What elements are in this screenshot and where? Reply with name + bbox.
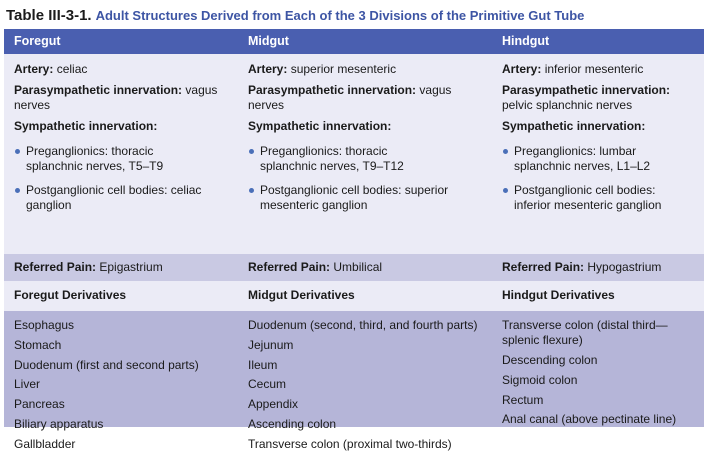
artery-text: Artery: celiac: [14, 62, 88, 76]
list-item: Ileum: [248, 357, 278, 372]
sympathetic-label: Sympathetic innervation:: [502, 119, 646, 133]
sympathetic-label: Sympathetic innervation:: [248, 119, 392, 133]
referred-pain-hindgut: Referred Pain: Hypogastrium: [492, 254, 704, 281]
derivatives-list-midgut: [238, 311, 492, 451]
list-item: Ascending colon: [248, 416, 337, 431]
parasympathetic-text: Parasympathetic innervation: pelvic splanchnic nerves: [502, 83, 671, 112]
list-item: Liver: [14, 377, 41, 392]
gut-divisions-table: [4, 29, 704, 451]
artery-text: Artery: inferior mesenteric: [502, 62, 644, 76]
list-item: Anal canal (above pectinate line): [502, 412, 677, 427]
list-item: Jejunum: [248, 337, 294, 352]
table-title: [6, 6, 584, 26]
list-item: Appendix: [248, 397, 299, 412]
list-item: Stomach: [14, 337, 62, 352]
header-hindgut: Hindgut: [492, 29, 704, 54]
list-item: Transverse colon (proximal two-thirds): [248, 436, 452, 451]
list-item: Duodenum (first and second parts): [14, 357, 199, 372]
parasympathetic-text: Parasympathetic innervation: vagus nerves: [14, 83, 218, 112]
list-item: Esophagus: [14, 318, 75, 332]
list-item: Cecum: [248, 377, 287, 392]
list-item: Pancreas: [14, 397, 65, 412]
artery-text: Artery: superior mesenteric: [248, 62, 397, 76]
list-item: Rectum: [502, 392, 544, 407]
postganglionic-item: Postganglionic cell bodies: celiac ganglion: [14, 183, 232, 213]
innervation-cell-hindgut: [492, 54, 704, 254]
header-midgut: Midgut: [238, 29, 492, 54]
list-item: Transverse colon (distal third— splenic flexure): [502, 318, 668, 347]
table-number: Table III-3-1.: [6, 7, 92, 24]
derivatives-heading-hindgut: Hindgut Derivatives: [492, 281, 704, 311]
sympathetic-label: Sympathetic innervation:: [14, 119, 158, 133]
derivatives-list-foregut: [4, 311, 238, 451]
list-item: Gallbladder: [14, 436, 76, 451]
derivatives-list-hindgut: [492, 311, 704, 427]
derivatives-heading-foregut: Foregut Derivatives: [4, 281, 238, 311]
postganglionic-item: Postganglionic cell bodies: superior mesenteric ganglion: [248, 183, 486, 213]
referred-pain-foregut: Referred Pain: Epigastrium: [4, 254, 238, 281]
referred-pain-midgut: Referred Pain: Umbilical: [238, 254, 492, 281]
innervation-cell-midgut: [238, 54, 492, 254]
list-item: Biliary apparatus: [14, 416, 104, 431]
preganglionic-item: Preganglionics: thoracic splanchnic nerves, T5–T9: [14, 144, 232, 174]
derivatives-heading-midgut: Midgut Derivatives: [238, 281, 492, 311]
parasympathetic-text: Parasympathetic innervation: vagus nerves: [248, 83, 452, 112]
preganglionic-item: Preganglionics: lumbar splanchnic nerves, L1–L2: [502, 144, 698, 174]
list-item: Descending colon: [502, 353, 598, 367]
list-item: Sigmoid colon: [502, 372, 578, 387]
table-caption: Adult Structures Derived from Each of the 3 Divisions of the Primitive Gut Tube: [95, 8, 585, 23]
postganglionic-item: Postganglionic cell bodies: inferior mesenteric ganglion: [502, 183, 698, 213]
preganglionic-item: Preganglionics: thoracic splanchnic nerves, T9–T12: [248, 144, 486, 174]
header-foregut: Foregut: [4, 29, 238, 54]
innervation-cell-foregut: [4, 54, 238, 254]
list-item: Duodenum (second, third, and fourth parts): [248, 318, 478, 332]
